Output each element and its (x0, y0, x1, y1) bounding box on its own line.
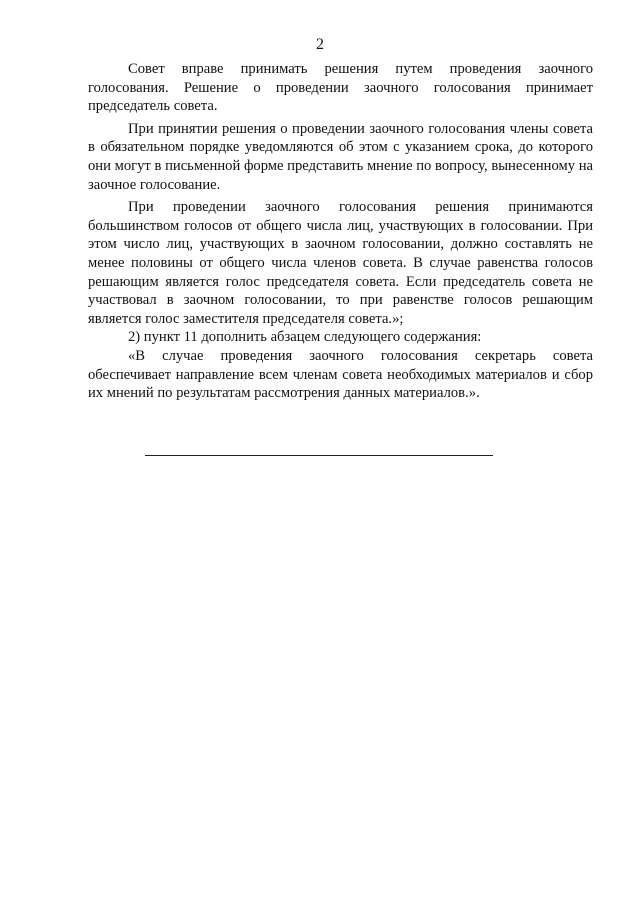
paragraph-member-notification: При принятии решения о проведении заочного голосования члены совета в обязательном порядке уведомляются об этом с указанием срока, до которого они могут в письменной форме представить мнение по вопросу, вынесенному на заочное голосование. (88, 120, 593, 193)
paragraph-voting-majority: При проведении заочного голосования решения принимаются большинством голосов от общего числа лиц, участвующих в голосовании. При этом число лиц, участвующих в заочном голосовании, должно составлять не менее половины от общего числа членов совета. В случае равенства голосов решающим является голос председателя совета. Если председатель совета не участвовал в заочном голосовании, то при равенстве голосов решающим является голос заместителя председателя совета.»; (88, 199, 593, 327)
page-number: 2 (316, 36, 324, 53)
document-body (88, 60, 593, 403)
paragraph-secretary-duties: «В случае проведения заочного голосования секретарь совета обеспечивает направление всем членам совета необходимых материалов и сбор их мнений по результатам рассмотрения данных материалов.». (88, 347, 593, 402)
end-divider-line (145, 455, 493, 456)
paragraph-item-11-amendment: 2) пункт 11 дополнить абзацем следующего содержания: (128, 329, 482, 346)
paragraph-absentee-voting-right: Совет вправе принимать решения путем проведения заочного голосования. Решение о проведении заочного голосования принимает председатель совета. (88, 61, 593, 115)
